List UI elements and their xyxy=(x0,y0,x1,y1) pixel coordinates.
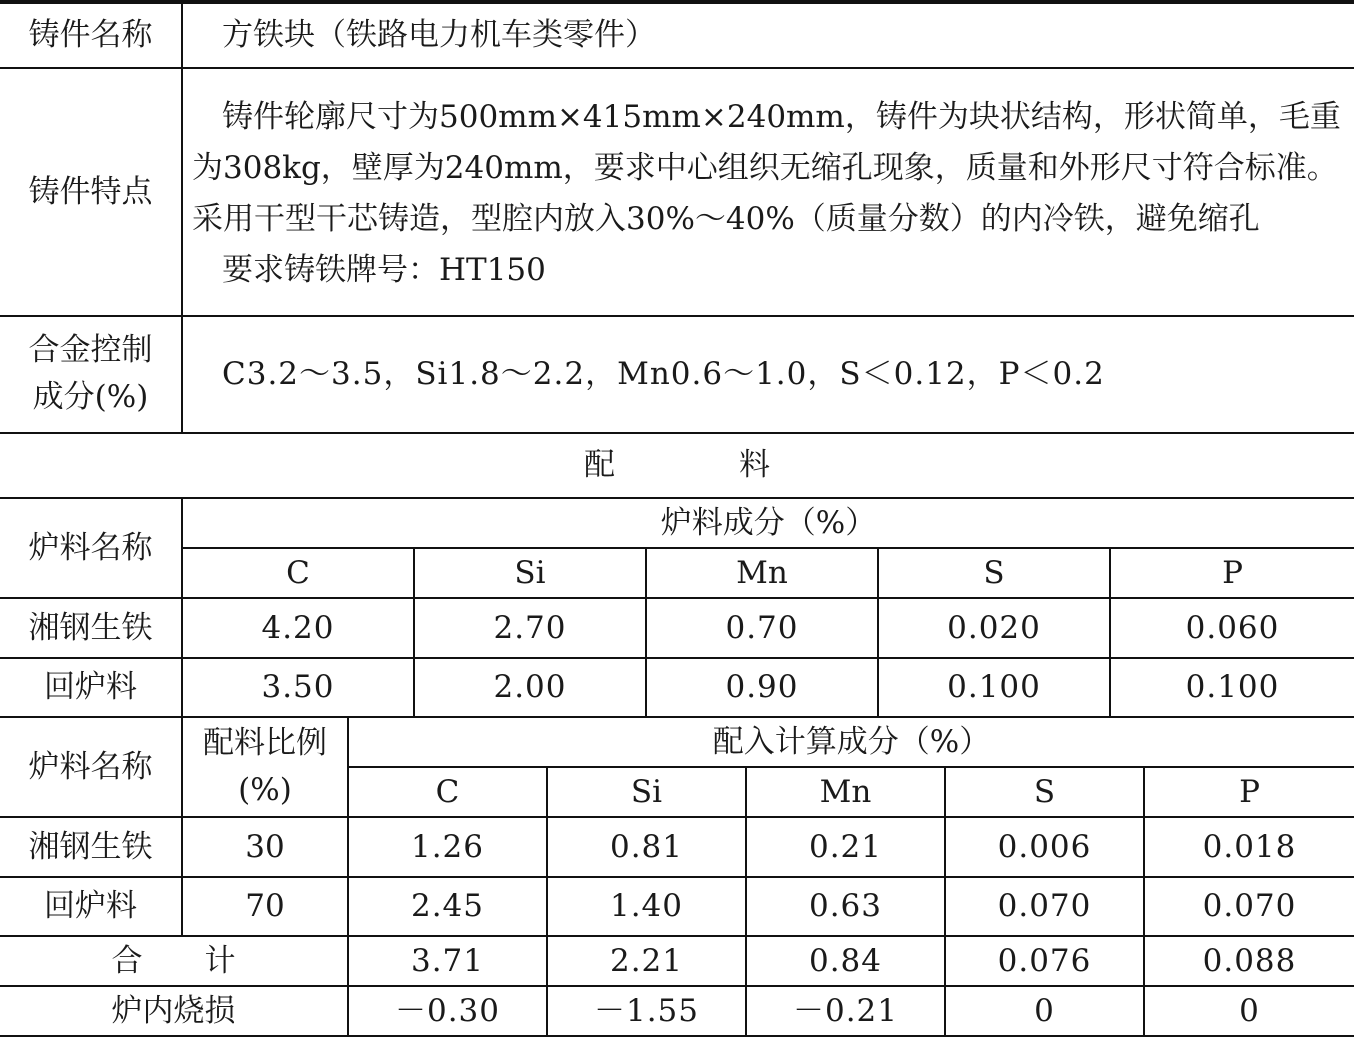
table-cell: 0.100 xyxy=(1185,669,1280,705)
table-cell: 2.45 xyxy=(410,888,485,924)
ratio-header-line2: (%) xyxy=(238,772,292,808)
ratio-cell: 70 xyxy=(245,888,285,924)
total-label: 合 计 xyxy=(111,942,236,979)
col-divider xyxy=(181,0,183,432)
loss-cell: －0.30 xyxy=(394,992,501,1029)
table-cell: 0.060 xyxy=(1185,609,1280,646)
table-cell: 0.020 xyxy=(947,609,1041,646)
alloy-label-line1: 合金控制 xyxy=(28,332,153,368)
calc-group-header: 配入计算成分（%） xyxy=(712,723,991,760)
table-cell: 0.63 xyxy=(808,888,883,924)
ratio-cell: 30 xyxy=(245,828,285,865)
table-cell: 0.006 xyxy=(997,828,1092,865)
row-divider xyxy=(0,67,1354,69)
calc-name-header: 炉料名称 xyxy=(28,748,153,785)
table-cell: 0.70 xyxy=(725,609,799,646)
table-cell: 2.70 xyxy=(493,609,567,646)
calc-col-header-c: C xyxy=(435,773,460,810)
casting-name-value: 方铁块（铁路电力机车类零件） xyxy=(222,17,656,53)
alloy-label xyxy=(0,327,181,421)
casting-features-label: 铸件特点 xyxy=(28,173,153,210)
features-line: 采用干型干芯铸造，型腔内放入30%～40%（质量分数）的内冷铁，避免缩孔 xyxy=(192,201,1260,237)
total-cell: 3.71 xyxy=(410,942,485,979)
table-cell: 1.40 xyxy=(609,888,684,924)
alloy-label-line2: 成分(%) xyxy=(32,379,149,415)
total-cell: 2.21 xyxy=(609,942,684,979)
table-cell: 1.26 xyxy=(410,828,485,865)
loss-cell: 0 xyxy=(1034,992,1055,1029)
calc-col-header-si: Si xyxy=(630,773,663,810)
table-row-name: 回炉料 xyxy=(44,888,137,924)
col-header-p: P xyxy=(1222,554,1243,591)
table-cell: 2.00 xyxy=(493,669,567,705)
col-header-si: Si xyxy=(514,554,546,591)
table-cell: 0.018 xyxy=(1202,828,1297,865)
table-cell: 0.81 xyxy=(609,828,684,865)
alloy-value: C3.2～3.5，Si1.8～2.2，Mn0.6～1.0，S＜0.12，P＜0.2 xyxy=(222,356,1105,392)
casting-name-label: 铸件名称 xyxy=(28,17,153,53)
features-line: 铸件轮廓尺寸为500mm×415mm×240mm，铸件为块状结构，形状简单，毛重 xyxy=(222,99,1341,135)
table-cell: 0.21 xyxy=(808,828,883,865)
charge-name-header: 炉料名称 xyxy=(28,529,153,566)
col-header-s: S xyxy=(983,554,1005,591)
total-cell: 0.076 xyxy=(997,942,1092,979)
features-line: 为308kg，壁厚为240mm，要求中心组织无缩孔现象，质量和外形尺寸符合标准。 xyxy=(192,150,1338,186)
table-cell: 0.070 xyxy=(1202,888,1297,924)
loss-cell: －0.21 xyxy=(792,992,899,1029)
col-header-mn: Mn xyxy=(736,554,788,591)
section-title: 配 料 xyxy=(584,447,770,483)
table-cell: 3.50 xyxy=(261,669,335,705)
calc-col-header-mn: Mn xyxy=(819,773,872,810)
charge-group-header: 炉料成分（%） xyxy=(660,504,877,541)
loss-label: 炉内烧损 xyxy=(111,992,236,1029)
loss-cell: －1.55 xyxy=(593,992,700,1029)
features-line: 要求铸铁牌号：HT150 xyxy=(222,252,546,288)
table-row-name: 湘钢生铁 xyxy=(28,609,153,646)
ratio-header-line1: 配料比例 xyxy=(203,725,327,761)
total-cell: 0.84 xyxy=(808,942,883,979)
table-row-name: 回炉料 xyxy=(44,669,137,705)
ratio-header xyxy=(183,720,347,814)
table-cell: 0.100 xyxy=(947,669,1041,705)
table-cell: 0.070 xyxy=(997,888,1092,924)
table-row-name: 湘钢生铁 xyxy=(28,828,153,865)
table-cell: 0.90 xyxy=(725,669,799,705)
table-cell: 4.20 xyxy=(261,609,335,646)
calc-col-header-s: S xyxy=(1033,773,1056,810)
loss-cell: 0 xyxy=(1239,992,1260,1029)
total-cell: 0.088 xyxy=(1202,942,1297,979)
calc-col-header-p: P xyxy=(1239,773,1260,810)
col-header-c: C xyxy=(286,554,310,591)
